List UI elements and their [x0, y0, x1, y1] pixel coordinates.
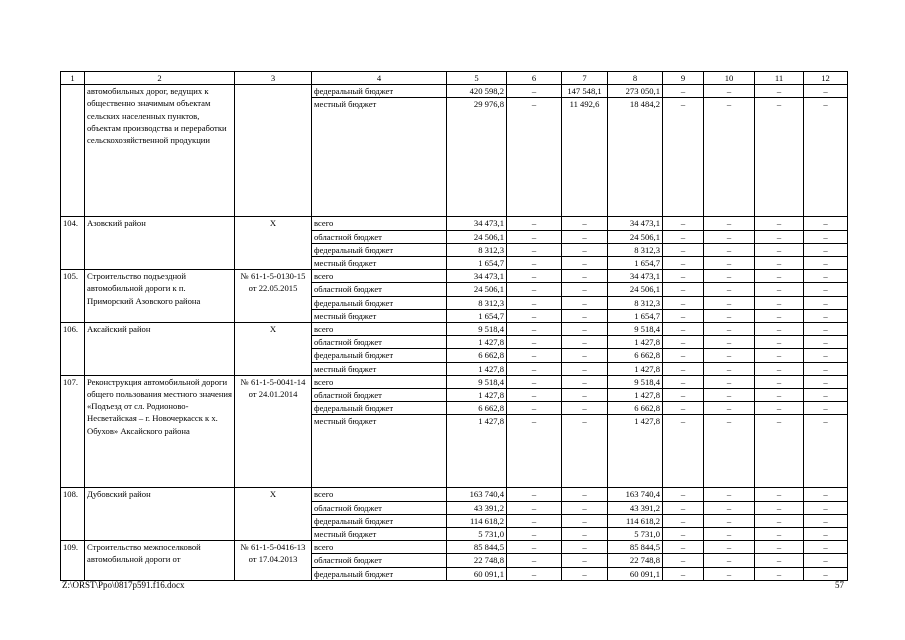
table-row [61, 217, 848, 230]
object-name-cell: автомобильных дорог, ведущих к общественно значимым объектам сельских населенных пунктов, объектам производства и переработки сельскохозяйственной продукции [85, 85, 235, 217]
value-cell: – [704, 309, 755, 322]
value-cell: – [663, 243, 704, 256]
value-cell: 6 662,8 [608, 402, 663, 415]
value-cell: – [507, 230, 562, 243]
value-cell: – [804, 85, 848, 98]
value-cell: 9 518,4 [608, 375, 663, 388]
table-row [61, 488, 848, 501]
value-cell: – [755, 257, 804, 270]
value-cell: – [755, 217, 804, 230]
value-cell: 6 662,8 [447, 402, 507, 415]
value-cell: – [804, 217, 848, 230]
value-cell: – [562, 528, 608, 541]
value-cell: – [562, 243, 608, 256]
value-cell: – [804, 243, 848, 256]
value-cell: 147 548,1 [562, 85, 608, 98]
value-cell: – [755, 389, 804, 402]
value-cell: – [804, 257, 848, 270]
budget-source-cell: областной бюджет [312, 501, 447, 514]
value-cell: – [704, 217, 755, 230]
value-cell: – [663, 309, 704, 322]
value-cell: – [663, 349, 704, 362]
value-cell: – [804, 349, 848, 362]
value-cell: – [755, 309, 804, 322]
value-cell: – [507, 375, 562, 388]
value-cell: – [663, 85, 704, 98]
value-cell: – [704, 336, 755, 349]
value-cell: – [755, 98, 804, 217]
column-number-cell: 12 [804, 72, 848, 85]
value-cell: – [804, 567, 848, 580]
column-number-cell: 2 [85, 72, 235, 85]
column-number-cell: 3 [235, 72, 312, 85]
value-cell: – [562, 309, 608, 322]
value-cell: 1 654,7 [447, 309, 507, 322]
document-cell: № 61-1-5-0416-13 от 17.04.2013 [235, 541, 312, 581]
value-cell: 6 662,8 [608, 349, 663, 362]
value-cell: 1 427,8 [447, 415, 507, 488]
budget-source-cell: федеральный бюджет [312, 349, 447, 362]
value-cell: – [755, 488, 804, 501]
value-cell: – [704, 402, 755, 415]
budget-source-cell: местный бюджет [312, 528, 447, 541]
row-number-cell: 109. [61, 541, 85, 581]
value-cell: – [704, 501, 755, 514]
value-cell: – [804, 270, 848, 283]
value-cell: – [804, 415, 848, 488]
value-cell: 114 618,2 [447, 514, 507, 527]
value-cell: – [704, 349, 755, 362]
value-cell: – [562, 270, 608, 283]
budget-source-cell: федеральный бюджет [312, 296, 447, 309]
value-cell: – [804, 283, 848, 296]
value-cell: 8 312,3 [608, 296, 663, 309]
value-cell: 24 506,1 [447, 283, 507, 296]
value-cell: – [663, 323, 704, 336]
value-cell: 8 312,3 [447, 296, 507, 309]
value-cell: 34 473,1 [447, 270, 507, 283]
value-cell: – [663, 567, 704, 580]
value-cell: – [755, 85, 804, 98]
value-cell: – [663, 528, 704, 541]
budget-source-cell: федеральный бюджет [312, 402, 447, 415]
value-cell: – [804, 528, 848, 541]
value-cell: – [663, 362, 704, 375]
column-number-cell: 6 [507, 72, 562, 85]
value-cell: – [562, 375, 608, 388]
value-cell: – [562, 554, 608, 567]
value-cell: – [704, 257, 755, 270]
value-cell: 5 731,0 [447, 528, 507, 541]
value-cell: – [755, 375, 804, 388]
value-cell: 1 427,8 [608, 389, 663, 402]
value-cell: 163 740,4 [608, 488, 663, 501]
document-cell: Х [235, 488, 312, 541]
value-cell: 34 473,1 [447, 217, 507, 230]
column-number-cell: 8 [608, 72, 663, 85]
column-number-cell: 4 [312, 72, 447, 85]
value-cell: 11 492,6 [562, 98, 608, 217]
value-cell: – [507, 541, 562, 554]
document-cell: Х [235, 217, 312, 270]
value-cell: 34 473,1 [608, 270, 663, 283]
budget-source-cell: местный бюджет [312, 309, 447, 322]
value-cell: 1 427,8 [608, 362, 663, 375]
row-number-cell: 108. [61, 488, 85, 541]
value-cell: – [663, 541, 704, 554]
object-name-cell: Строительство межпоселковой автомобильной дороги от [85, 541, 235, 581]
value-cell: – [663, 554, 704, 567]
value-cell: – [562, 488, 608, 501]
value-cell: – [562, 402, 608, 415]
value-cell: – [804, 541, 848, 554]
object-name-cell: Реконструкция автомобильной дороги общего пользования местного значения «Подъезд от сл. Родионово-Несветайская – г. Новочеркасск к х. Обухов» Аксайского района [85, 375, 235, 488]
value-cell: – [755, 270, 804, 283]
value-cell: – [804, 514, 848, 527]
value-cell: 5 731,0 [608, 528, 663, 541]
value-cell: – [704, 488, 755, 501]
value-cell: 8 312,3 [608, 243, 663, 256]
value-cell: – [704, 85, 755, 98]
value-cell: – [804, 554, 848, 567]
value-cell: – [507, 514, 562, 527]
budget-source-cell: местный бюджет [312, 362, 447, 375]
header-row [61, 72, 848, 85]
value-cell: – [755, 554, 804, 567]
value-cell: – [755, 362, 804, 375]
value-cell: 1 427,8 [447, 336, 507, 349]
budget-source-cell: областной бюджет [312, 389, 447, 402]
value-cell: – [663, 501, 704, 514]
value-cell: – [704, 362, 755, 375]
row-number-cell: 106. [61, 323, 85, 376]
value-cell: – [562, 336, 608, 349]
value-cell: 85 844,5 [447, 541, 507, 554]
value-cell: – [562, 389, 608, 402]
value-cell: 60 091,1 [447, 567, 507, 580]
value-cell: – [663, 230, 704, 243]
object-name-cell: Азовский район [85, 217, 235, 270]
value-cell: – [562, 323, 608, 336]
value-cell: – [507, 243, 562, 256]
value-cell: 9 518,4 [608, 323, 663, 336]
value-cell: – [755, 296, 804, 309]
value-cell: – [663, 488, 704, 501]
value-cell: 1 427,8 [447, 389, 507, 402]
value-cell: 1 654,7 [608, 309, 663, 322]
value-cell: – [562, 230, 608, 243]
value-cell: – [562, 362, 608, 375]
column-number-cell: 9 [663, 72, 704, 85]
column-number-cell: 5 [447, 72, 507, 85]
value-cell: – [755, 541, 804, 554]
document-cell [235, 85, 312, 217]
value-cell: 420 598,2 [447, 85, 507, 98]
row-number-cell: 105. [61, 270, 85, 323]
value-cell: – [804, 323, 848, 336]
value-cell: 60 091,1 [608, 567, 663, 580]
value-cell: – [562, 567, 608, 580]
table-row [61, 270, 848, 283]
value-cell: – [507, 488, 562, 501]
value-cell: – [804, 488, 848, 501]
value-cell: – [704, 554, 755, 567]
value-cell: – [663, 336, 704, 349]
value-cell: 24 506,1 [608, 230, 663, 243]
object-name-cell: Строительство подъездной автомобильной дороги к п. Приморский Азовского района [85, 270, 235, 323]
value-cell: – [804, 375, 848, 388]
value-cell: – [663, 283, 704, 296]
value-cell: – [663, 98, 704, 217]
value-cell: 9 518,4 [447, 323, 507, 336]
value-cell: – [507, 402, 562, 415]
value-cell: – [663, 375, 704, 388]
value-cell: 9 518,4 [447, 375, 507, 388]
value-cell: 273 050,1 [608, 85, 663, 98]
value-cell: – [663, 514, 704, 527]
value-cell: – [562, 296, 608, 309]
value-cell: 34 473,1 [608, 217, 663, 230]
value-cell: – [755, 567, 804, 580]
value-cell: – [704, 528, 755, 541]
value-cell: – [704, 323, 755, 336]
value-cell: – [704, 230, 755, 243]
budget-source-cell: федеральный бюджет [312, 243, 447, 256]
value-cell: – [562, 283, 608, 296]
value-cell: – [804, 98, 848, 217]
document-cell: Х [235, 323, 312, 376]
value-cell: – [663, 402, 704, 415]
value-cell: – [507, 336, 562, 349]
table-row [61, 541, 848, 554]
value-cell: – [562, 541, 608, 554]
value-cell: 43 391,2 [608, 501, 663, 514]
budget-source-cell: областной бюджет [312, 336, 447, 349]
value-cell: – [562, 257, 608, 270]
row-number-cell: 107. [61, 375, 85, 488]
document-cell: № 61-1-5-0041-14 от 24.01.2014 [235, 375, 312, 488]
value-cell: – [704, 98, 755, 217]
budget-source-cell: местный бюджет [312, 257, 447, 270]
table-row [61, 85, 848, 98]
value-cell: – [507, 349, 562, 362]
value-cell: – [704, 270, 755, 283]
value-cell: – [663, 257, 704, 270]
value-cell: – [804, 362, 848, 375]
value-cell: – [755, 230, 804, 243]
value-cell: 8 312,3 [447, 243, 507, 256]
value-cell: 24 506,1 [447, 230, 507, 243]
value-cell: 1 427,8 [608, 415, 663, 488]
value-cell: – [507, 501, 562, 514]
budget-source-cell: всего [312, 217, 447, 230]
value-cell: – [663, 296, 704, 309]
value-cell: – [755, 349, 804, 362]
value-cell: – [507, 257, 562, 270]
column-number-cell: 1 [61, 72, 85, 85]
budget-source-cell: областной бюджет [312, 554, 447, 567]
value-cell: 163 740,4 [447, 488, 507, 501]
value-cell: – [562, 415, 608, 488]
value-cell: – [663, 415, 704, 488]
value-cell: – [562, 217, 608, 230]
value-cell: – [704, 243, 755, 256]
value-cell: – [704, 283, 755, 296]
column-number-cell: 11 [755, 72, 804, 85]
value-cell: – [804, 230, 848, 243]
value-cell: – [704, 415, 755, 488]
value-cell: – [507, 567, 562, 580]
value-cell: – [562, 514, 608, 527]
value-cell: – [804, 296, 848, 309]
value-cell: – [804, 389, 848, 402]
value-cell: – [755, 323, 804, 336]
value-cell: 1 427,8 [447, 362, 507, 375]
value-cell: 29 976,8 [447, 98, 507, 217]
value-cell: – [507, 554, 562, 567]
budget-source-cell: всего [312, 375, 447, 388]
column-number-cell: 7 [562, 72, 608, 85]
value-cell: 22 748,8 [608, 554, 663, 567]
value-cell: – [562, 349, 608, 362]
value-cell: – [804, 501, 848, 514]
budget-source-cell: всего [312, 270, 447, 283]
row-number-cell: 104. [61, 217, 85, 270]
budget-source-cell: местный бюджет [312, 415, 447, 488]
budget-source-cell: областной бюджет [312, 230, 447, 243]
value-cell: 114 618,2 [608, 514, 663, 527]
value-cell: – [507, 309, 562, 322]
value-cell: 24 506,1 [608, 283, 663, 296]
budget-source-cell: федеральный бюджет [312, 85, 447, 98]
value-cell: – [704, 567, 755, 580]
value-cell: 85 844,5 [608, 541, 663, 554]
value-cell: – [507, 362, 562, 375]
value-cell: 1 654,7 [608, 257, 663, 270]
value-cell: – [562, 501, 608, 514]
value-cell: – [507, 296, 562, 309]
column-number-cell: 10 [704, 72, 755, 85]
value-cell: – [704, 375, 755, 388]
value-cell: – [507, 528, 562, 541]
value-cell: – [507, 85, 562, 98]
document-cell: № 61-1-5-0130-15 от 22.05.2015 [235, 270, 312, 323]
budget-source-cell: федеральный бюджет [312, 567, 447, 580]
value-cell: – [704, 514, 755, 527]
value-cell: – [507, 270, 562, 283]
value-cell: – [663, 270, 704, 283]
value-cell: – [755, 283, 804, 296]
value-cell: 43 391,2 [447, 501, 507, 514]
value-cell: – [507, 389, 562, 402]
value-cell: – [507, 283, 562, 296]
value-cell: – [804, 402, 848, 415]
budget-source-cell: областной бюджет [312, 283, 447, 296]
row-number-cell [61, 85, 85, 217]
table-row [61, 323, 848, 336]
footer-file-path: Z:\ORST\Ppo\0817p591.f16.docx [62, 580, 185, 590]
value-cell: – [755, 514, 804, 527]
value-cell: 1 427,8 [608, 336, 663, 349]
object-name-cell: Аксайский район [85, 323, 235, 376]
table-row [61, 375, 848, 388]
object-name-cell: Дубовский район [85, 488, 235, 541]
budget-source-cell: всего [312, 541, 447, 554]
value-cell: – [804, 336, 848, 349]
value-cell: – [704, 541, 755, 554]
value-cell: – [507, 415, 562, 488]
value-cell: – [755, 528, 804, 541]
value-cell: – [507, 98, 562, 217]
value-cell: 18 484,2 [608, 98, 663, 217]
budget-source-cell: всего [312, 488, 447, 501]
value-cell: – [755, 336, 804, 349]
value-cell: – [755, 415, 804, 488]
value-cell: – [663, 389, 704, 402]
value-cell: – [704, 389, 755, 402]
value-cell: – [507, 217, 562, 230]
value-cell: 6 662,8 [447, 349, 507, 362]
page-number: 57 [835, 580, 844, 590]
value-cell: – [704, 296, 755, 309]
value-cell: 1 654,7 [447, 257, 507, 270]
value-cell: – [755, 501, 804, 514]
value-cell: – [804, 309, 848, 322]
budget-source-cell: федеральный бюджет [312, 514, 447, 527]
value-cell: – [663, 217, 704, 230]
value-cell: – [507, 323, 562, 336]
value-cell: – [755, 402, 804, 415]
budget-source-cell: местный бюджет [312, 98, 447, 217]
value-cell: 22 748,8 [447, 554, 507, 567]
budget-source-cell: всего [312, 323, 447, 336]
budget-table [60, 71, 848, 581]
value-cell: – [755, 243, 804, 256]
